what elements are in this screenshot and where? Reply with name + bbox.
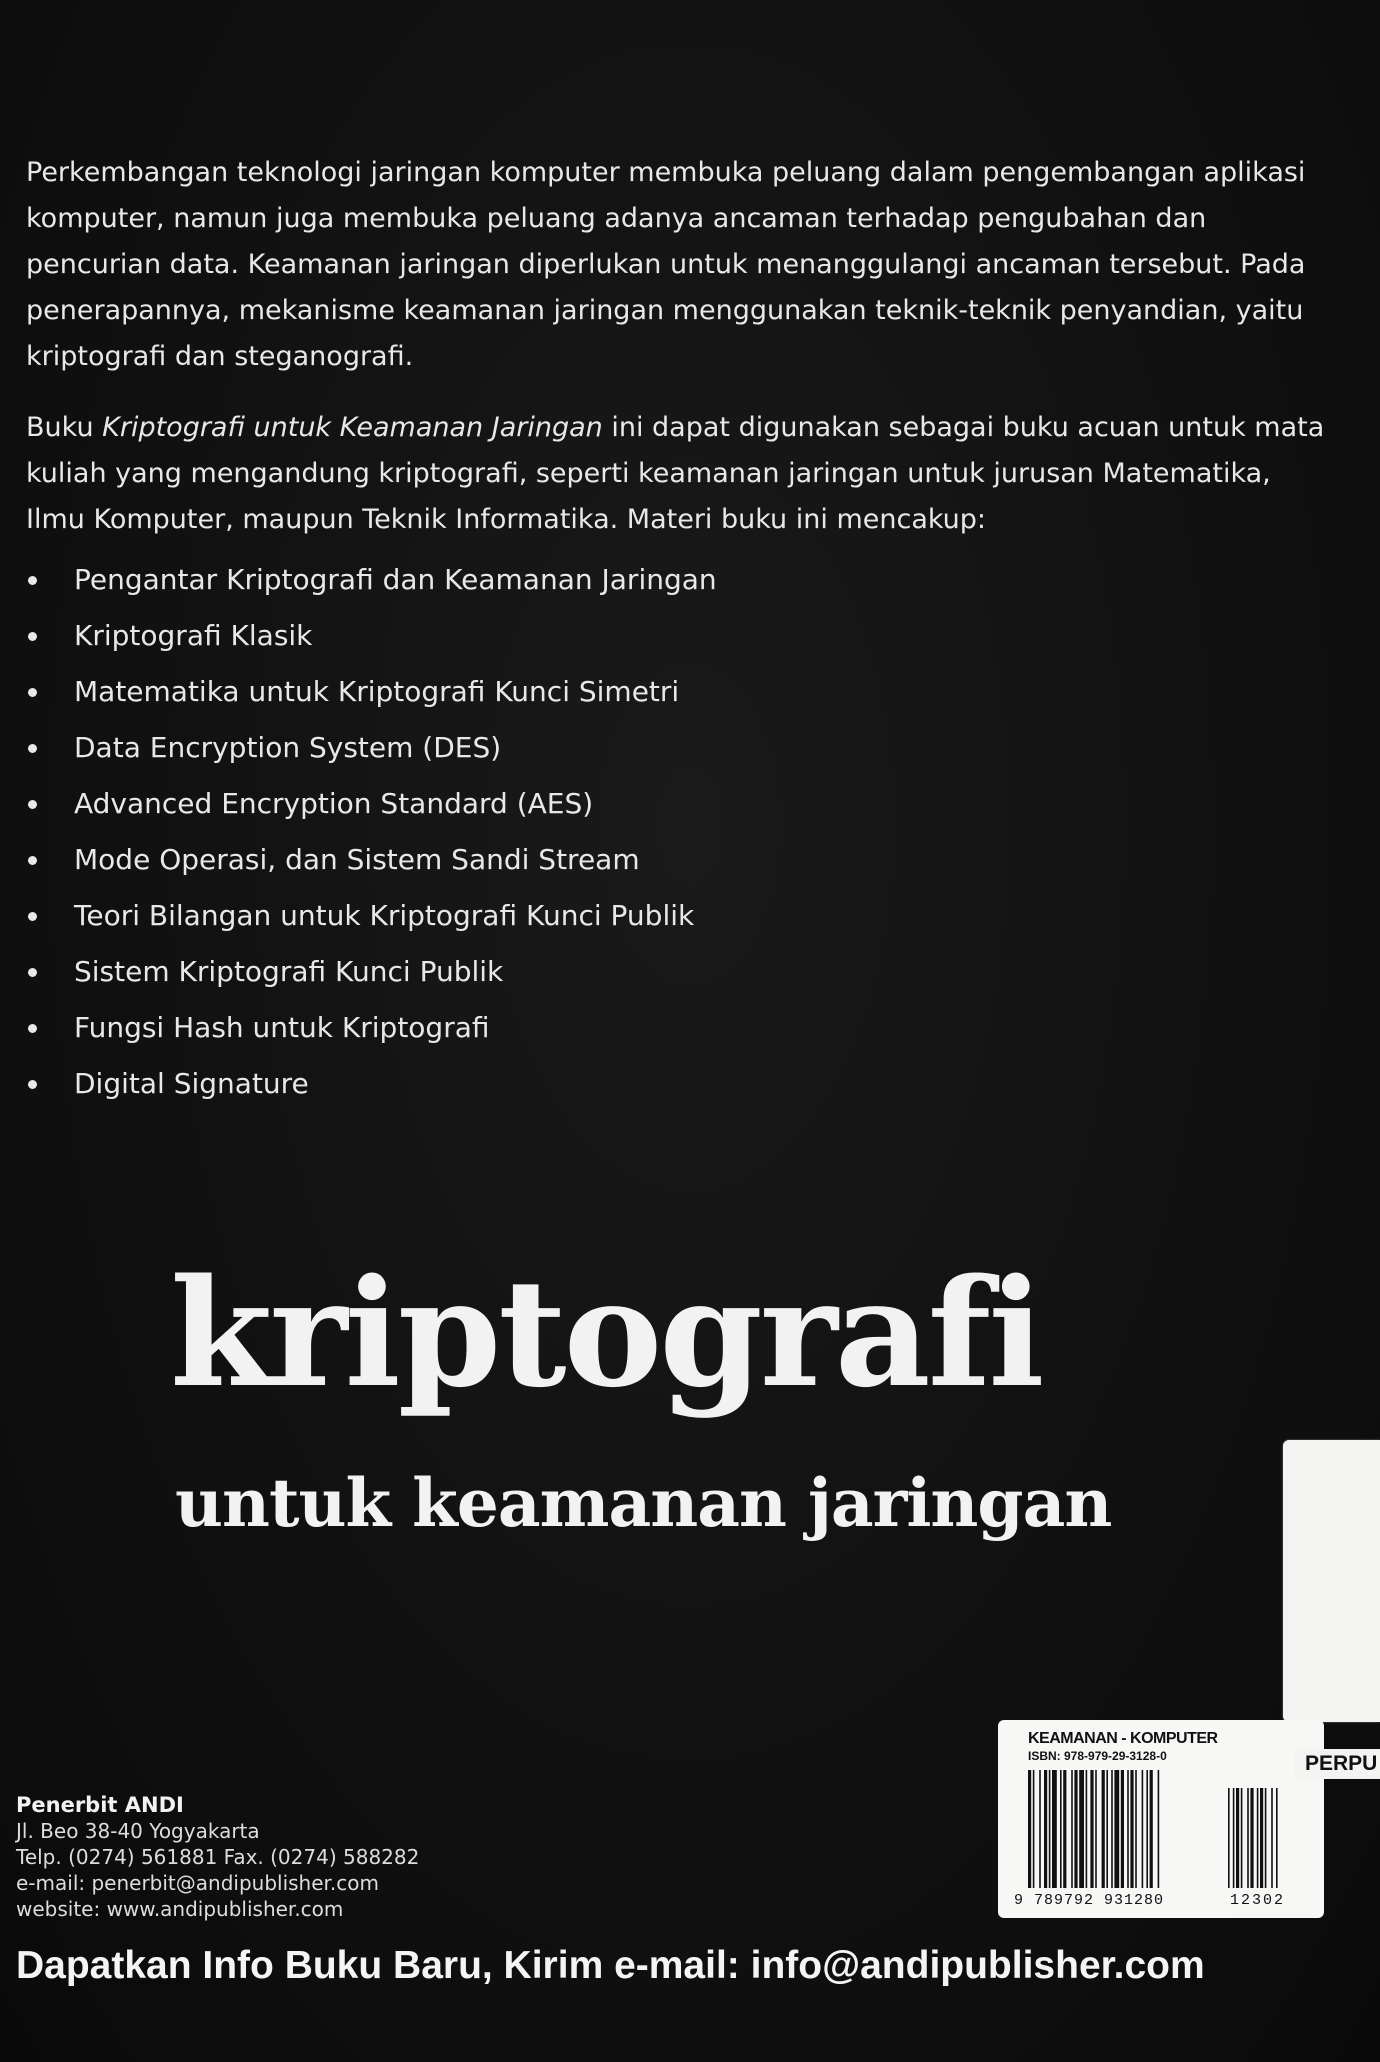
library-stamp: PERPU — [1295, 1749, 1380, 1779]
topic-item: Fungsi Hash untuk Kriptografi — [26, 1000, 717, 1056]
book-intro-rest: ini dapat digunakan sebagai buku acuan untuk mata kuliah yang mengandung kriptografi, seperti keamanan jaringan untuk jurusan Matematika, Ilmu Komputer, maupun Teknik Informatika. Materi buku ini mencakup: — [26, 412, 1325, 535]
publisher-website: website: www.andipublisher.com — [16, 1897, 344, 1921]
publisher-phone: Telp. (0274) 561881 Fax. (0274) 588282 — [16, 1845, 420, 1869]
topic-item: Matematika untuk Kriptografi Kunci Simetri — [26, 664, 717, 720]
book-subtitle: untuk keamanan jaringan — [175, 1464, 1112, 1542]
topic-item: Kriptografi Klasik — [26, 608, 717, 664]
publisher-address: Jl. Beo 38-40 Yogyakarta — [16, 1819, 260, 1843]
barcode-sticker — [998, 1720, 1324, 1918]
publisher-email: e-mail: penerbit@andipublisher.com — [16, 1871, 379, 1895]
book-intro-lead: Buku — [26, 412, 103, 443]
newsletter-cta: Dapatkan Info Buku Baru, Kirim e-mail: info@andipublisher.com — [16, 1944, 1205, 1987]
publisher-info — [16, 1792, 419, 1922]
topic-list — [26, 552, 717, 1112]
barcode-addon-digits: 12302 — [1230, 1892, 1286, 1909]
book-title-italic: Kriptografi untuk Keamanan Jaringan — [102, 412, 603, 443]
intro-paragraph: Perkembangan teknologi jaringan komputer membuka peluang dalam pengembangan aplikasi komputer, namun juga membuka peluang adanya ancaman terhadap pengubahan dan pencurian data. Keamanan jaringan diperlukan untuk menanggulangi ancaman tersebut. Pada penerapannya, mekanisme keamanan jaringan menggunakan teknik-teknik penyandian, yaitu kriptografi dan steganografi. — [26, 157, 1306, 372]
book-intro-paragraph — [26, 405, 1336, 543]
topic-item: Advanced Encryption Standard (AES) — [26, 776, 717, 832]
topic-item: Sistem Kriptografi Kunci Publik — [26, 944, 717, 1000]
topic-item: Digital Signature — [26, 1056, 717, 1112]
barcode-digits: 9 789792 931280 — [1014, 1892, 1165, 1909]
topic-item: Teori Bilangan untuk Kriptografi Kunci Publik — [26, 888, 717, 944]
isbn-text: ISBN: 978-979-29-3128-0 — [1028, 1749, 1167, 1763]
barcode-graphic — [1028, 1770, 1294, 1888]
publisher-name: Penerbit ANDI — [16, 1793, 184, 1817]
library-spine-label — [1283, 1440, 1380, 1722]
topic-item: Pengantar Kriptografi dan Keamanan Jaringan — [26, 552, 717, 608]
topic-item: Mode Operasi, dan Sistem Sandi Stream — [26, 832, 717, 888]
book-title: kriptografi — [170, 1246, 1042, 1420]
barcode-category: KEAMANAN - KOMPUTER — [1028, 1730, 1218, 1747]
topic-item: Data Encryption System (DES) — [26, 720, 717, 776]
